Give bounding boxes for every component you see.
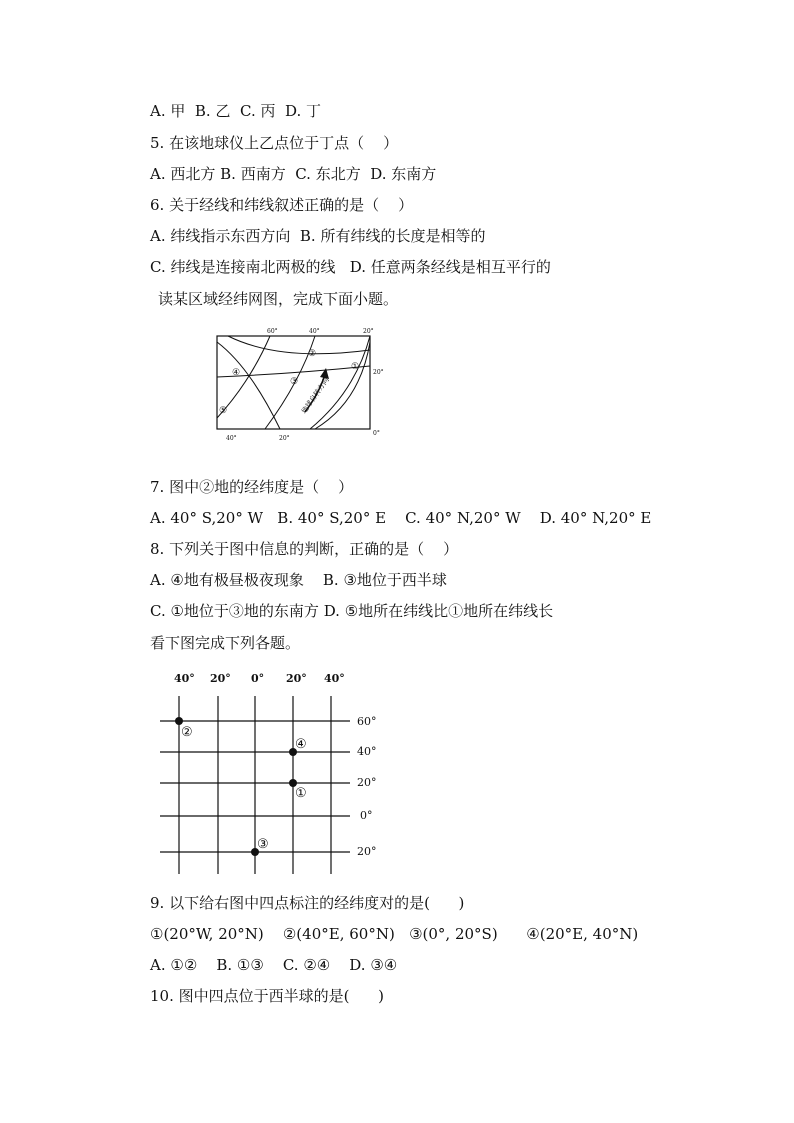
figure2-lat-label: 40° [357, 745, 377, 758]
q6-options-2: C. 纬线是连接南北两极的线 D. 任意两条经线是相互平行的 [150, 258, 551, 276]
q9-options: A. ①② B. ①③ C. ②④ D. ③④ [150, 956, 398, 974]
figure2-lat-label: 20° [357, 776, 377, 789]
rotation-label: 地球自转方向 [300, 376, 331, 416]
figure2-lat-label: 0° [360, 809, 373, 822]
figure1-point-5: ⑤ [219, 406, 228, 416]
figure1-meridian [228, 336, 370, 354]
q9-pairs: ①(20°W, 20°N) ②(40°E, 60°N) ③(0°, 20°S) ④(20°E, 40°N) [150, 925, 639, 943]
intro-2: 看下图完成下列各题。 [150, 634, 301, 652]
figure2-lat-label: 20° [357, 845, 377, 858]
q5-stem: 5. 在该地球仪上乙点位于丁点（ ） [150, 134, 399, 152]
figure2-lon-label: 20° [286, 672, 307, 685]
point-4-label: ④ [295, 737, 307, 752]
point-2-dot [175, 717, 183, 725]
q5-options: A. 西北方 B. 西南方 C. 东北方 D. 东南方 [150, 165, 437, 183]
q8-stem: 8. 下列关于图中信息的判断，正确的是（ ） [150, 540, 459, 558]
figure2-lon-label: 40° [324, 672, 345, 685]
intro-1: 读某区域经纬网图，完成下面小题。 [158, 290, 399, 308]
q6-options-1: A. 纬线指示东西方向 B. 所有纬线的长度是相等的 [150, 227, 486, 245]
figure1-point-2: ② [308, 349, 317, 359]
figure2-lon-label: 40° [174, 672, 195, 685]
point-1-label: ① [295, 786, 307, 801]
figure1-lon-label: 20° [363, 328, 374, 335]
figure1-lon-label: 40° [226, 435, 237, 442]
figure1-lon-label: 60° [267, 328, 278, 335]
figure1-lon-label: 20° [279, 435, 290, 442]
figure1-point-1: ① [351, 362, 360, 372]
point-3-label: ③ [257, 837, 269, 852]
point-2-label: ② [181, 725, 193, 740]
figure1-lon-label: 40° [309, 328, 320, 335]
q6-stem: 6. 关于经线和纬线叙述正确的是（ ） [150, 196, 414, 214]
q10-stem: 10. 图中四点位于西半球的是( ) [150, 987, 384, 1005]
q9-stem: 9. 以下给右图中四点标注的经纬度对的是( ) [150, 894, 465, 912]
q7-stem: 7. 图中②地的经纬度是（ ） [150, 478, 354, 496]
figure2-grid [160, 696, 350, 874]
figure2-lon-label: 0° [251, 672, 265, 685]
q8-options-1: A. ④地有极昼极夜现象 B. ③地位于西半球 [150, 571, 447, 589]
figure1-point-3: ③ [290, 377, 299, 387]
figure2-lat-label: 60° [357, 715, 377, 728]
figure1-point-4: ④ [232, 368, 241, 378]
graticule-figure-1 [210, 322, 390, 444]
figure2-lon-label: 20° [210, 672, 231, 685]
q4-options: A. 甲 B. 乙 C. 丙 D. 丁 [150, 102, 322, 120]
figure1-lat-label: 20° [373, 369, 384, 376]
graticule-figure-2 [158, 666, 388, 876]
figure1-lat-label: 0° [373, 430, 380, 437]
q7-options: A. 40° S,20° W B. 40° S,20° E C. 40° N,20° W D. 40° N,20° E [150, 509, 652, 527]
q8-options-2: C. ①地位于③地的东南方 D. ⑤地所在纬线比①地所在纬线长 [150, 602, 554, 620]
